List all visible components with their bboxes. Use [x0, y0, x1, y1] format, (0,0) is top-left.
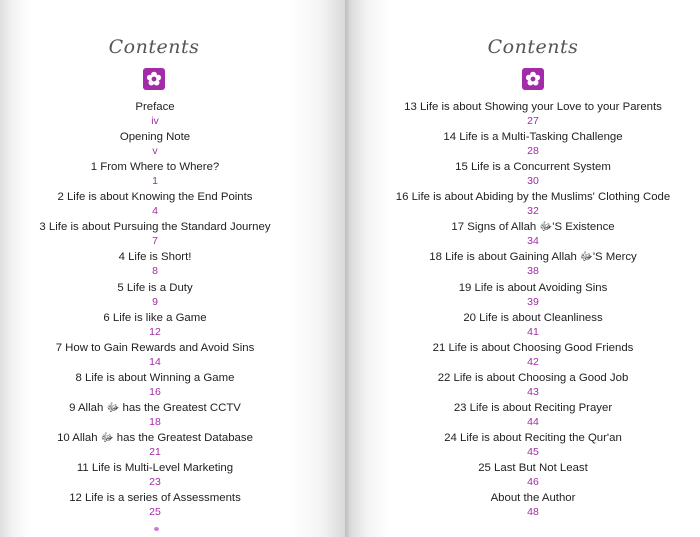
- toc-entry-title: 11 Life is Multi-Level Marketing: [76, 462, 234, 475]
- toc-entry-page-number: 46: [527, 476, 539, 489]
- toc-entry-page-number: 28: [527, 145, 539, 158]
- toc-entry[interactable]: [385, 461, 681, 491]
- toc-entry-title: 1 From Where to Where?: [90, 161, 220, 174]
- toc-entry[interactable]: [385, 401, 681, 431]
- toc-entry-page-number: 38: [527, 265, 539, 278]
- toc-entry-page-number: 21: [149, 446, 161, 459]
- toc-entry-title: 12 Life is a series of Assessments: [69, 492, 241, 505]
- toc-entry-title: 2 Life is about Knowing the End Points: [57, 191, 253, 204]
- toc-entry-title: 18 Life is about Gaining Allah ﷻ'S Mercy: [429, 251, 637, 264]
- toc-entry-title: 8 Life is about Winning a Game: [75, 371, 235, 384]
- toc-entry[interactable]: [30, 431, 280, 461]
- toc-entry[interactable]: [385, 341, 681, 371]
- toc-list: [385, 100, 681, 521]
- toc-entry[interactable]: [30, 371, 280, 401]
- toc-entry[interactable]: [30, 130, 280, 160]
- toc-entry-page-number: 9: [152, 295, 158, 308]
- toc-entry[interactable]: [385, 431, 681, 461]
- toc-entry-title: 5 Life is a Duty: [117, 281, 193, 294]
- toc-entry[interactable]: [385, 491, 681, 521]
- toc-entry[interactable]: [385, 371, 681, 401]
- toc-entry-title: 16 Life is about Abiding by the Muslims' Clothing Code: [395, 191, 671, 204]
- toc-entry-page-number: 1: [152, 175, 158, 188]
- toc-entry[interactable]: [30, 311, 280, 341]
- toc-entry-page-number: 43: [527, 385, 539, 398]
- toc-entry-page-number: 18: [149, 415, 161, 428]
- toc-entry-title: 15 Life is a Concurrent System: [455, 161, 611, 174]
- toc-entry-page-number: 30: [527, 175, 539, 188]
- toc-entry-page-number: 32: [527, 205, 539, 218]
- toc-entry-page-number: 25: [149, 506, 161, 519]
- toc-entry-title: 3 Life is about Pursuing the Standard Journey: [39, 221, 271, 234]
- toc-entry-page-number: 27: [527, 115, 539, 127]
- flower-icon: [522, 68, 544, 90]
- toc-entry-title: 21 Life is about Choosing Good Friends: [432, 341, 634, 354]
- toc-entry-page-number: 14: [149, 355, 161, 368]
- toc-entry[interactable]: [385, 160, 681, 190]
- toc-entry-title: 9 Allah ﷻ has the Greatest CCTV: [69, 401, 241, 414]
- toc-entry[interactable]: [30, 250, 280, 280]
- toc-entry[interactable]: [30, 160, 280, 190]
- toc-entry-page-number: 48: [527, 506, 539, 519]
- toc-entry-title: 22 Life is about Choosing a Good Job: [437, 371, 629, 384]
- toc-entry[interactable]: [30, 491, 280, 521]
- toc-entry-page-number: 8: [152, 265, 158, 278]
- toc-entry-title: 4 Life is Short!: [118, 251, 192, 264]
- right-page: [345, 0, 700, 537]
- toc-entry-page-number: 7: [152, 235, 158, 248]
- toc-entry-page-number: 42: [527, 355, 539, 368]
- toc-entry[interactable]: [30, 461, 280, 491]
- toc-entry-title: 20 Life is about Cleanliness: [463, 311, 603, 324]
- toc-entry[interactable]: [385, 311, 681, 341]
- toc-entry[interactable]: [30, 190, 280, 220]
- toc-entry-title: 25 Last But Not Least: [478, 462, 588, 475]
- toc-entry-title: Preface: [135, 101, 175, 113]
- toc-entry-page-number: 12: [149, 325, 161, 338]
- toc-entry-title: 14 Life is a Multi-Tasking Challenge: [443, 131, 623, 144]
- toc-entry-page-number: 23: [149, 476, 161, 489]
- toc-entry-page-number: 41: [527, 325, 539, 338]
- toc-entry[interactable]: [30, 100, 280, 130]
- flower-icon: [143, 68, 165, 90]
- toc-entry-title: 7 How to Gain Rewards and Avoid Sins: [55, 341, 255, 354]
- toc-entry-title: About the Author: [490, 492, 576, 505]
- toc-entry[interactable]: [385, 220, 681, 250]
- toc-entry-page-number: iv: [151, 115, 159, 127]
- toc-entry-title: 17 Signs of Allah ﷻ'S Existence: [451, 221, 615, 234]
- toc-entry[interactable]: [30, 281, 280, 311]
- toc-entry[interactable]: [30, 220, 280, 250]
- toc-entry-page-number: 45: [527, 446, 539, 459]
- toc-entry-page-number: 4: [152, 205, 158, 218]
- toc-entry[interactable]: [385, 190, 681, 220]
- toc-entry-title: 23 Life is about Reciting Prayer: [453, 401, 613, 414]
- toc-entry[interactable]: [385, 250, 681, 280]
- toc-entry[interactable]: [385, 100, 681, 130]
- toc-entry-title: Opening Note: [119, 131, 191, 144]
- toc-entry-page-number: 44: [527, 415, 539, 428]
- toc-entry-page-number: 39: [527, 295, 539, 308]
- toc-list: [30, 100, 280, 521]
- toc-entry-title: 19 Life is about Avoiding Sins: [458, 281, 608, 294]
- contents-heading: Contents: [487, 36, 579, 58]
- left-page: [0, 0, 345, 537]
- toc-entry[interactable]: [385, 281, 681, 311]
- toc-entry-title: 24 Life is about Reciting the Qur'an: [444, 432, 622, 445]
- toc-entry-title: 6 Life is like a Game: [103, 311, 207, 324]
- toc-entry[interactable]: [385, 130, 681, 160]
- cutoff-mark: [154, 527, 159, 531]
- toc-entry[interactable]: [30, 401, 280, 431]
- toc-entry-page-number: v: [152, 145, 158, 158]
- toc-entry[interactable]: [30, 341, 280, 371]
- toc-entry-title: 10 Allah ﷻ has the Greatest Database: [57, 432, 253, 445]
- toc-entry-page-number: 34: [527, 235, 539, 248]
- contents-heading: Contents: [108, 36, 200, 58]
- toc-entry-title: 13 Life is about Showing your Love to your Parents: [404, 101, 662, 113]
- toc-entry-page-number: 16: [149, 385, 161, 398]
